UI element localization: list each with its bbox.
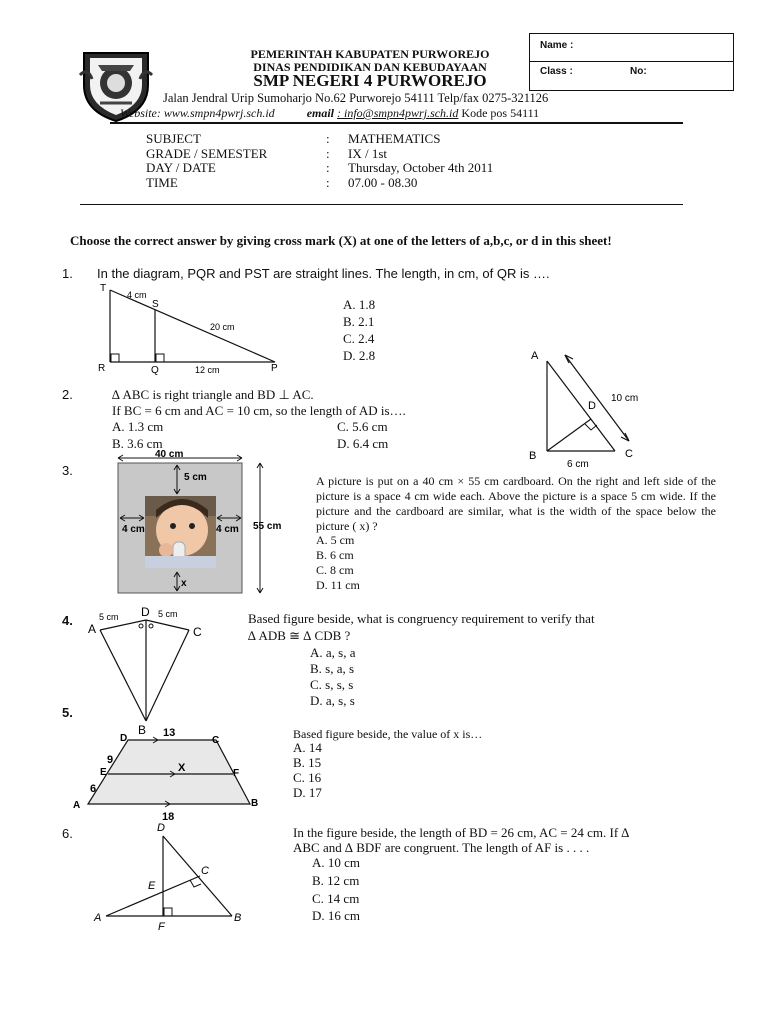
q6-option-b[interactable]: B. 12 cm: [312, 873, 360, 888]
q3-number: 3.: [62, 463, 73, 478]
q3-option-a[interactable]: A. 5 cm: [316, 533, 355, 547]
q6-option-d[interactable]: D. 16 cm: [312, 908, 361, 923]
student-name-box: [529, 33, 734, 91]
q4-option-b[interactable]: B. s, a, s: [310, 661, 355, 676]
q4-line-2: ∆ ADB ≅ ∆ CDB ?: [248, 628, 351, 643]
q6-figure: [90, 818, 250, 936]
info-sep: :: [326, 131, 330, 146]
info-sep: :: [326, 174, 330, 190]
info-sep: :: [326, 145, 330, 161]
q3-label-width: 40 cm: [155, 449, 184, 460]
number-field-label: No:: [630, 66, 647, 77]
q5-label-top: 13: [163, 727, 176, 739]
q3-option-b[interactable]: B. 6 cm: [316, 548, 354, 562]
q2-line-2: If BC = 6 cm and AC = 10 cm, so the length of AD is….: [112, 403, 406, 418]
exam-info: [146, 131, 494, 190]
q1-label-q: Q: [151, 365, 159, 375]
header-rule: [110, 122, 683, 124]
q1-label-r: R: [98, 363, 106, 374]
q5-label-a: A: [73, 800, 81, 811]
q1-label-qp: 12 cm: [195, 365, 220, 375]
q1-label-s: S: [152, 299, 159, 310]
q3-option-d[interactable]: D. 11 cm: [316, 578, 360, 592]
q5-option-a[interactable]: A. 14: [293, 740, 322, 755]
q5-text: Based figure beside, the value of x is…: [293, 727, 483, 741]
q5-option-b[interactable]: B. 15: [293, 755, 322, 770]
school-address: Jalan Jendral Urip Sumoharjo No.62 Purworejo 54111 Telp/fax 0275-321126: [163, 91, 549, 105]
q2-label-b: B: [529, 450, 537, 462]
info-sep: :: [326, 160, 330, 175]
q5-label-de: 9: [107, 754, 114, 766]
q3-text: A picture is put on a 40 cm × 55 cm cardboard. On the right and left side of the picture is a space 4 cm wide each. Above the picture is a space 5 cm wide. If the picture and the cardboard are similar, what is the width of the space below the picture ( x) ?: [316, 474, 716, 533]
q2-option-b[interactable]: B. 3.6 cm: [112, 436, 163, 451]
q5-label-x: X: [178, 762, 186, 774]
q4-option-d[interactable]: D. a, s, s: [310, 693, 355, 708]
q2-option-a[interactable]: A. 1.3 cm: [112, 419, 164, 434]
info-value: 07.00 - 08.30: [348, 174, 418, 190]
q6-line-2: ABC and ∆ BDF are congruent. The length of AF is . . . .: [293, 840, 590, 855]
q5-label-e: E: [100, 767, 107, 778]
class-field-label: Class :: [540, 66, 573, 77]
q3-option-c[interactable]: C. 8 cm: [316, 563, 354, 577]
q5-option-d[interactable]: D. 17: [293, 785, 322, 800]
q6-label-f: F: [158, 921, 165, 933]
q6-label-d: D: [157, 822, 165, 834]
q6-label-a: A: [94, 912, 102, 924]
q2-line-1: ∆ ABC is right triangle and BD ⊥ AC.: [112, 387, 314, 402]
q2-figure: [525, 343, 655, 473]
q5-option-c[interactable]: C. 16: [293, 770, 322, 785]
email-label: email: [306, 106, 335, 120]
baby-photo: [145, 496, 216, 568]
q4-label-dc: 5 cm: [158, 609, 178, 619]
header-line-1: PEMERINTAH KABUPATEN PURWOREJO: [250, 47, 490, 61]
info-key: GRADE / SEMESTER: [146, 145, 268, 161]
info-value: Thursday, October 4th 2011: [348, 160, 494, 175]
q2-number: 2.: [62, 387, 73, 402]
postal-code: Kode pos 54111: [461, 106, 540, 120]
q6-number: 6.: [62, 826, 73, 841]
q4-line-1: Based figure beside, what is congruency requirement to verify that: [248, 611, 595, 626]
q1-figure: [95, 280, 295, 375]
q4-figure: [85, 603, 225, 735]
website-text: Website: www.smpn4pwrj.sch.id: [120, 106, 275, 120]
q4-label-b: B: [138, 723, 147, 735]
info-key: TIME: [146, 174, 178, 190]
q1-label-t: T: [100, 283, 107, 294]
q4-option-a[interactable]: A. a, s, a: [310, 645, 356, 660]
q4-label-d: D: [141, 605, 150, 619]
info-value: IX / 1st: [348, 145, 387, 161]
q6-line-1: In the figure beside, the length of BD = 26 cm, AC = 24 cm. If ∆: [293, 825, 630, 840]
email-value: : info@smpn4pwrj.sch.id: [337, 106, 459, 120]
info-key: SUBJECT: [146, 131, 201, 146]
name-field-label: Name :: [540, 40, 574, 51]
q1-option-b[interactable]: B. 2.1: [343, 314, 375, 329]
q3-label-top: 5 cm: [184, 472, 207, 483]
q6-option-a[interactable]: A. 10 cm: [312, 855, 361, 870]
q5-label-d: D: [120, 733, 128, 744]
q1-option-d[interactable]: D. 2.8: [343, 348, 376, 363]
school-name: SMP NEGERI 4 PURWOREJO: [253, 71, 487, 90]
q3-label-left: 4 cm: [122, 524, 145, 535]
q4-number: 4.: [62, 613, 73, 628]
q2-label-d: D: [588, 400, 596, 412]
instruction-text: Choose the correct answer by giving cross mark (X) at one of the letters of a,b,c, or d in this sheet!: [70, 233, 612, 248]
q5-number: 5.: [62, 705, 73, 720]
q1-text: In the diagram, PQR and PST are straight lines. The length, in cm, of QR is ….: [97, 266, 550, 281]
q1-label-p: P: [271, 363, 278, 374]
q4-label-c: C: [193, 625, 202, 639]
q1-label-sp: 20 cm: [210, 322, 235, 332]
q2-label-ac: 10 cm: [611, 393, 639, 404]
info-value: MATHEMATICS: [348, 131, 441, 146]
q2-label-bc: 6 cm: [567, 459, 589, 470]
q5-label-c: C: [212, 735, 220, 746]
q2-option-c[interactable]: C. 5.6 cm: [337, 419, 388, 434]
q3-label-right: 4 cm: [216, 524, 239, 535]
q1-option-c[interactable]: C. 2.4: [343, 331, 375, 346]
q1-option-a[interactable]: A. 1.8: [343, 297, 376, 312]
q2-option-d[interactable]: D. 6.4 cm: [337, 436, 389, 451]
q5-label-b: B: [251, 798, 259, 809]
q1-number: 1.: [62, 266, 73, 281]
q3-label-x: x: [181, 578, 187, 589]
q3-figure: [110, 448, 295, 600]
q4-label-a: A: [88, 622, 97, 636]
q4-option-c[interactable]: C. s, s, s: [310, 677, 354, 692]
q5-figure: [70, 726, 265, 822]
q2-label-a: A: [531, 350, 539, 362]
q3-label-height: 55 cm: [253, 521, 282, 532]
q6-option-c[interactable]: C. 14 cm: [312, 891, 360, 906]
q2-label-c: C: [625, 448, 633, 460]
q4-label-ad: 5 cm: [99, 612, 119, 622]
q6-label-b: B: [234, 912, 242, 924]
info-rule: [80, 204, 683, 205]
q6-label-e: E: [148, 880, 156, 892]
q5-label-f: F: [233, 768, 240, 779]
q6-label-c: C: [201, 865, 209, 877]
info-key: DAY / DATE: [146, 160, 216, 175]
q5-label-bottom: 18: [162, 811, 175, 822]
q5-label-ea: 6: [90, 783, 97, 795]
q1-label-ts: 4 cm: [127, 290, 147, 300]
header-line-2: DINAS PENDIDIKAN DAN KEBUDAYAAN: [253, 60, 487, 74]
